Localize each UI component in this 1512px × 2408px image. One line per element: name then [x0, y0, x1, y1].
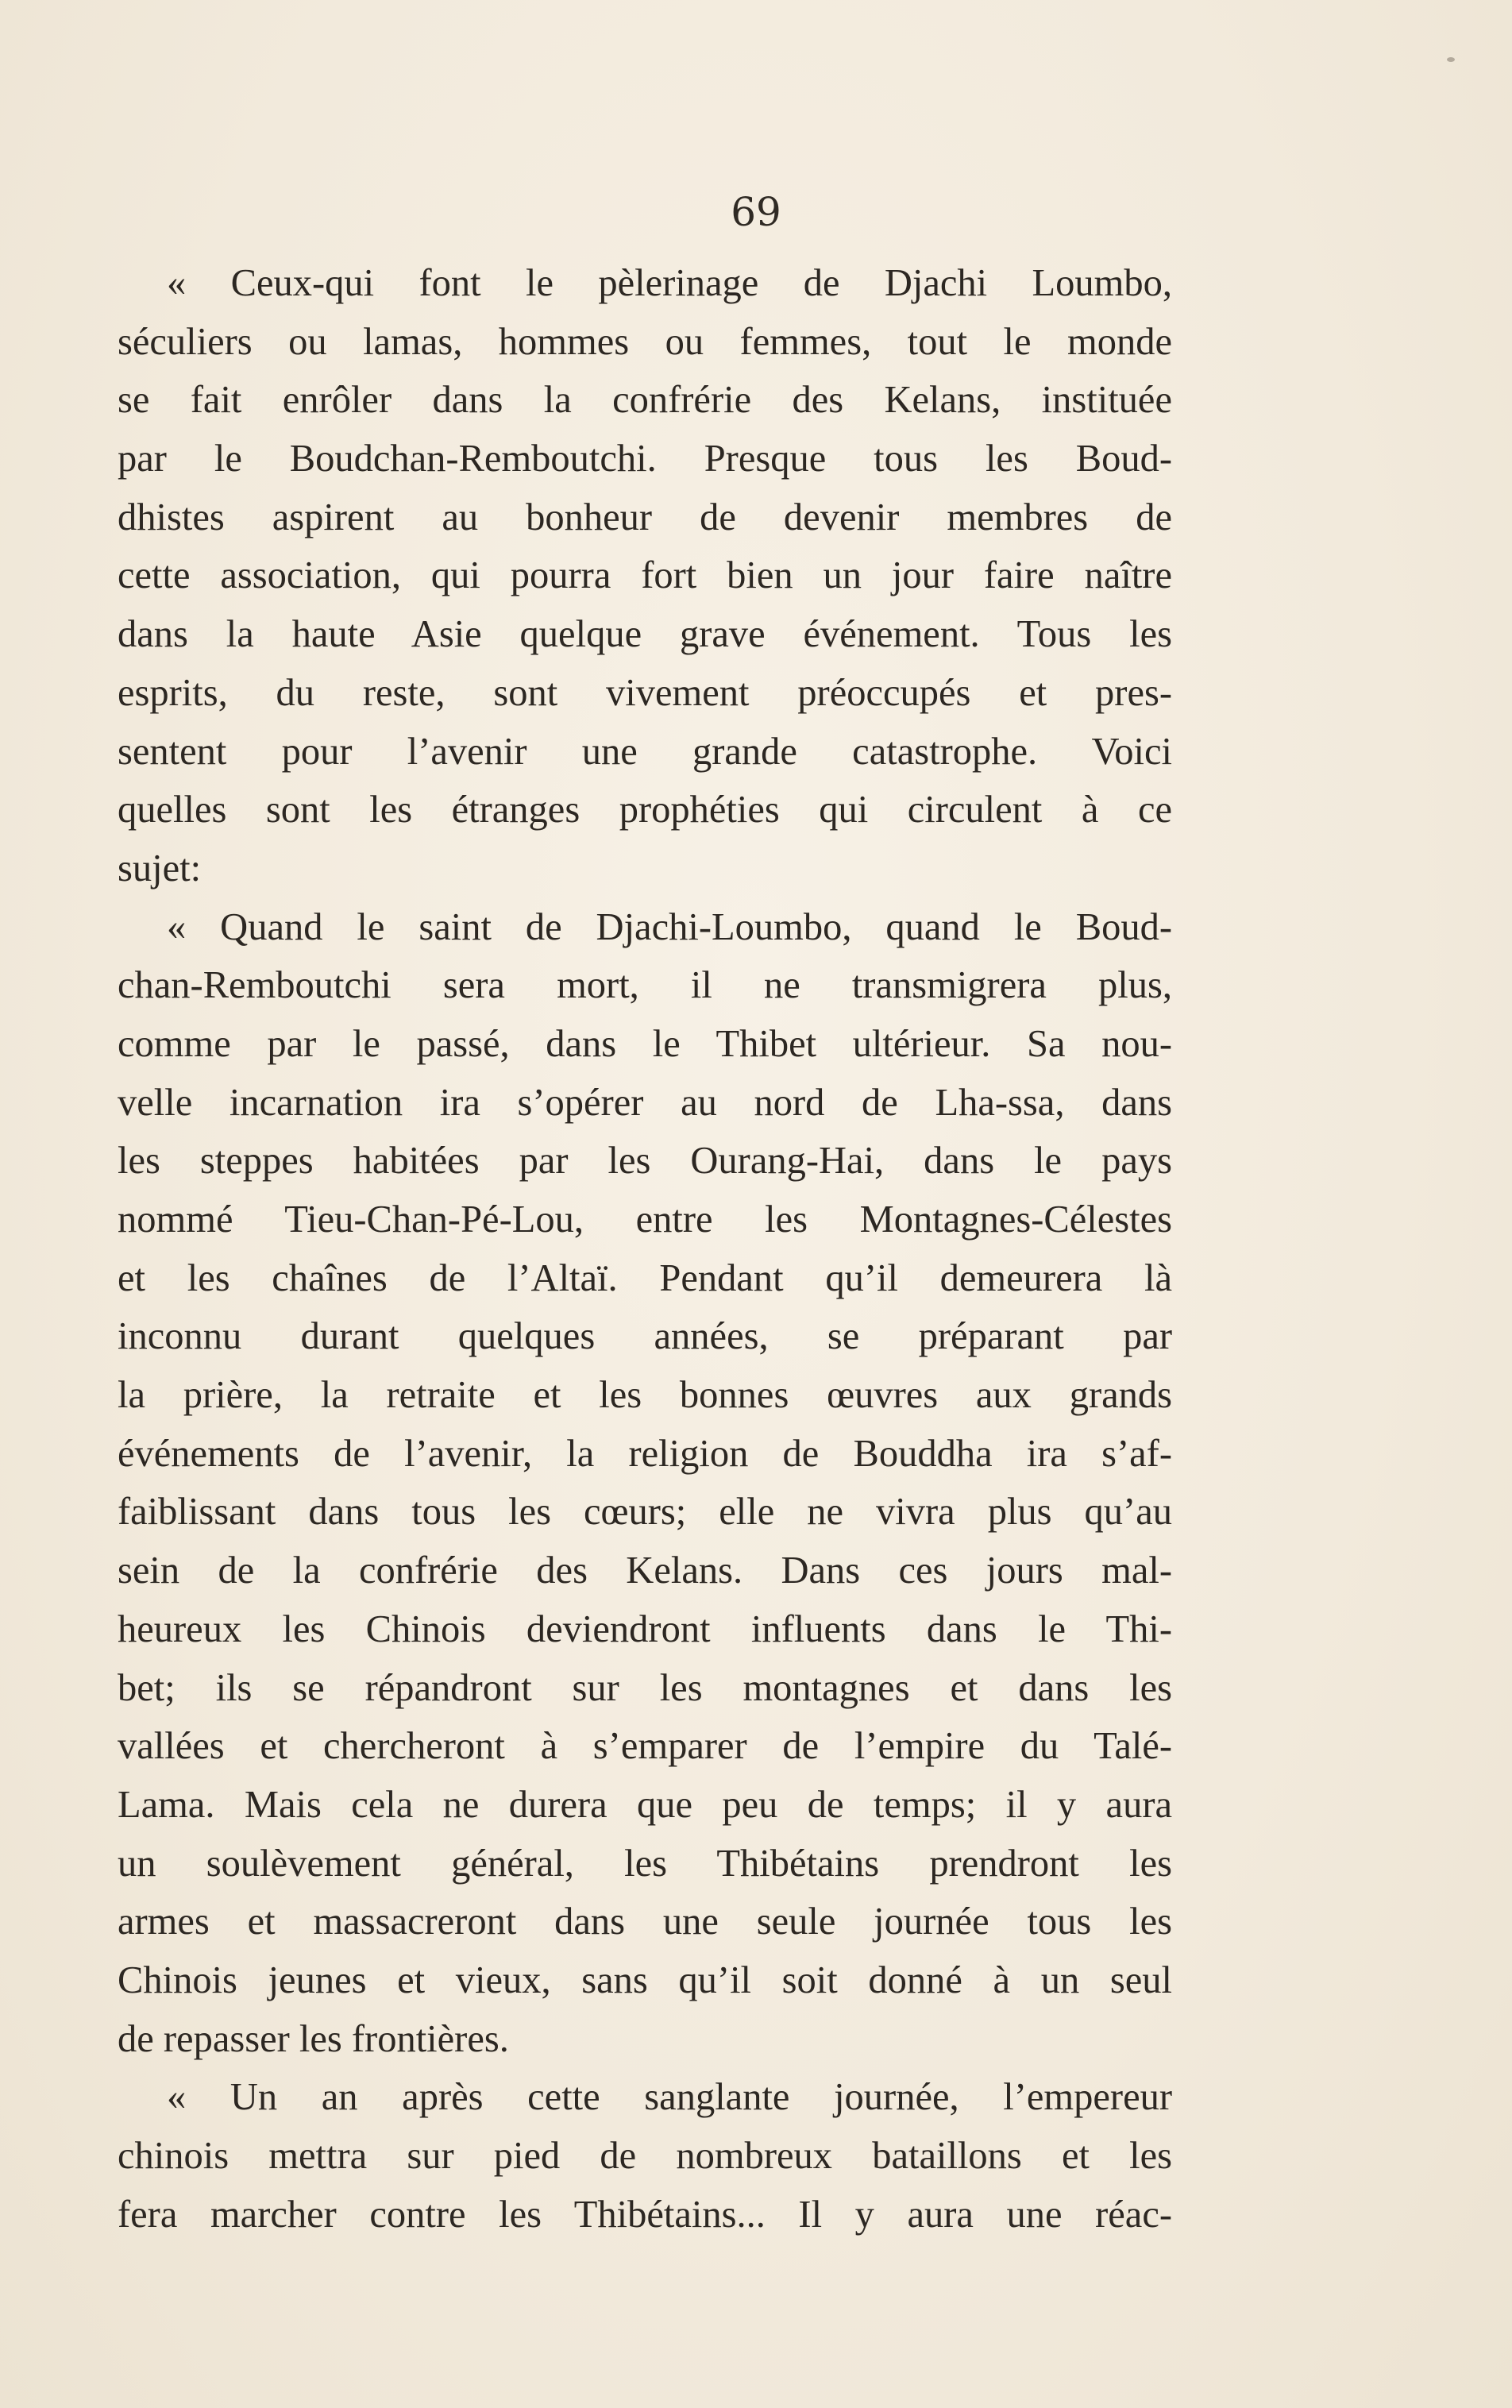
text-line: les steppes habitées par les Ourang-Hai, dans le pays [118, 1140, 1172, 1183]
text-line: quelles sont les étranges prophéties qui circulent à ce [118, 789, 1172, 832]
text-line: fera marcher contre les Thibétains... Il y aura une réac- [118, 2193, 1172, 2236]
text-line: sentent pour l’avenir une grande catastrophe. Voici [118, 730, 1172, 773]
text-line: comme par le passé, dans le Thibet ultérieur. Sa nou- [118, 1022, 1172, 1065]
text-line: de repasser les frontières. [118, 2017, 509, 2060]
text-line: « Ceux-qui font le pèlerinage de Djachi Loumbo, [167, 262, 1172, 304]
text-line: faiblissant dans tous les cœurs; elle ne vivra plus qu’au [118, 1491, 1172, 1534]
text-line: sein de la confrérie des Kelans. Dans ces jours mal- [118, 1549, 1172, 1592]
text-line: dans la haute Asie quelque grave événement. Tous les [118, 613, 1172, 656]
text-line: se fait enrôler dans la confrérie des Kelans, instituée [118, 379, 1172, 422]
text-line: vallées et chercheront à s’emparer de l’empire du Talé- [118, 1725, 1172, 1768]
text-line: bet; ils se répandront sur les montagnes et dans les [118, 1666, 1172, 1709]
page-number: 69 [731, 189, 781, 235]
text-line: séculiers ou lamas, hommes ou femmes, tout le monde [118, 320, 1172, 363]
text-line: esprits, du reste, sont vivement préoccupés et pres- [118, 671, 1172, 714]
text-line: velle incarnation ira s’opérer au nord de Lha-ssa, dans [118, 1081, 1172, 1124]
text-line: chinois mettra sur pied de nombreux bataillons et les [118, 2135, 1172, 2177]
text-line: sujet: [118, 847, 202, 889]
body-text [118, 254, 1172, 2244]
text-line: nommé Tieu-Chan-Pé-Lou, entre les Montagnes-Célestes [118, 1198, 1172, 1241]
text-line: chan-Remboutchi sera mort, il ne transmigrera plus, [118, 964, 1172, 1007]
text-line: dhistes aspirent au bonheur de devenir membres de [118, 496, 1172, 538]
text-line: cette association, qui pourra fort bien un jour faire naître [118, 554, 1172, 597]
paper-speck [1447, 57, 1455, 62]
text-line: Chinois jeunes et vieux, sans qu’il soit donné à un seul [118, 1958, 1172, 2001]
text-line: par le Boudchan-Remboutchi. Presque tous les Boud- [118, 438, 1172, 480]
text-line: heureux les Chinois deviendront influents dans le Thi- [118, 1607, 1172, 1650]
text-line: armes et massacreront dans une seule journée tous les [118, 1901, 1172, 1943]
text-line: inconnu durant quelques années, se préparant par [118, 1315, 1172, 1358]
text-line: événements de l’avenir, la religion de Bouddha ira s’af- [118, 1432, 1172, 1475]
text-line: « Quand le saint de Djachi-Loumbo, quand le Boud- [167, 905, 1172, 948]
text-line: Lama. Mais cela ne durera que peu de temps; il y aura [118, 1783, 1172, 1826]
text-line: un soulèvement général, les Thibétains prendront les [118, 1842, 1172, 1885]
text-line: et les chaînes de l’Altaï. Pendant qu’il demeurera là [118, 1256, 1172, 1299]
text-line: la prière, la retraite et les bonnes œuvres aux grands [118, 1374, 1172, 1417]
text-line: « Un an après cette sanglante journée, l’empereur [167, 2076, 1172, 2119]
